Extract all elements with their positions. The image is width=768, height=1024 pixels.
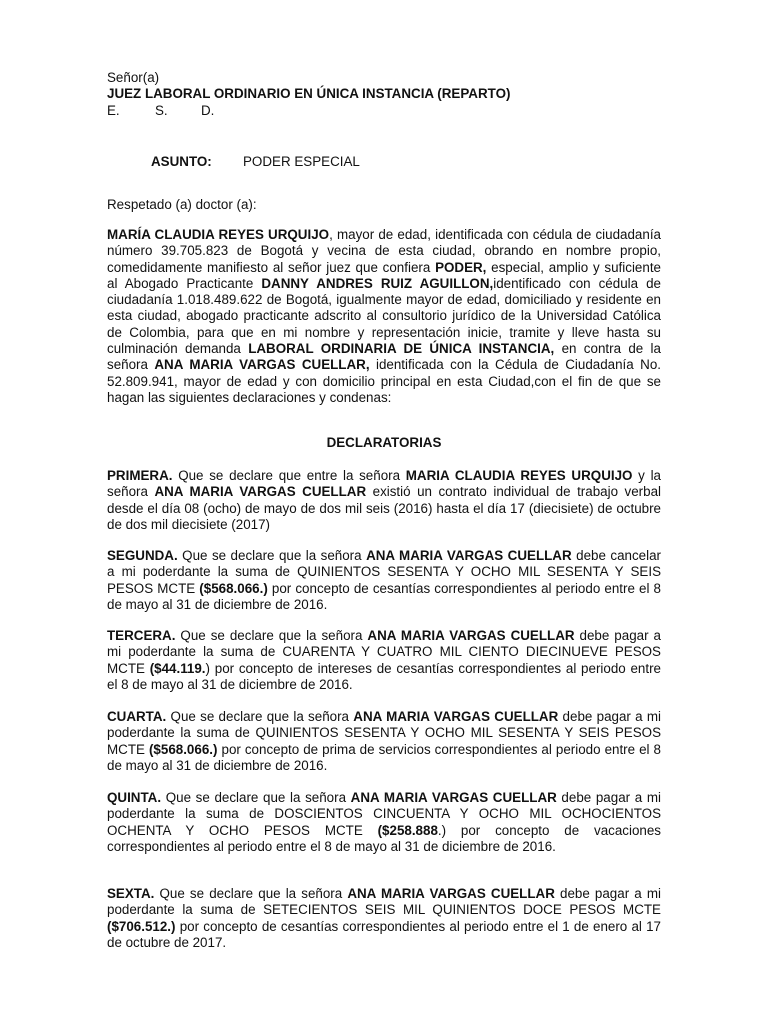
amount: ($258.888 [377, 822, 438, 838]
amount: ($568.066.) [148, 741, 218, 757]
subject-value: PODER ESPECIAL [243, 154, 360, 169]
clause-label: CUARTA. [107, 709, 167, 724]
amount: ($706.512.) [107, 918, 176, 934]
clause-label: TERCERA. [107, 628, 176, 643]
clause-cuarta: CUARTA. Que se declare que la señora ANA MARIA VARGAS CUELLAR debe pagar a mi poderdante la suma de QUINIENTOS SESENTA Y OCHO MIL SESENTA Y SEIS PESOS MCTE ($568.066.) por concepto de prima de servicios correspondientes al periodo entre el 8 de mayo al 31 de diciembre de 2016. [107, 709, 661, 773]
clause-primera: PRIMERA. Que se declare que entre la señora MARIA CLAUDIA REYES URQUIJO y la señora ANA MARIA VARGAS CUELLAR existió un contrato individual de trabajo verbal desde el día 08 (ocho) de mayo de dos mil seis (2016) hasta el día 17 (diecisiete) de octubre de dos mil diecisiete (2017) [107, 468, 661, 532]
intro-paragraph: MARÍA CLAUDIA REYES URQUIJO, mayor de edad, identificada con cédula de ciudadanía número 39.705.823 de Bogotá y vecina de esta ciudad, obrando en nombre propio, comedidamente manifiesto al señor juez que confiera PODER, especial, amplio y suficiente al Abogado Practicante DANNY ANDRES RUIZ AGUILLON,identificado con cédula de ciudadanía 1.018.489.622 de Bogotá, igualmente mayor de edad, domiciliado y residente en esta ciudad, abogado practicante adscrito al consultorio jurídico de la Universidad Católica de Colombia, para que en mi nombre y representación inicie, tramite y lleve hasta su culminación demanda LABORAL ORDINARIA DE ÚNICA INSTANCIA, en contra de la señora ANA MARIA VARGAS CUELLAR, identificada con la Cédula de Ciudadanía No. 52.809.941, mayor de edad y con domicilio principal en esta Ciudad,con el fin de que se hagan las siguientes declaraciones y condenas: [107, 227, 661, 405]
demand-type: LABORAL ORDINARIA DE ÚNICA INSTANCIA, [248, 341, 555, 357]
grantor-name: MARÍA CLAUDIA REYES URQUIJO [107, 227, 330, 242]
clause-sexta: SEXTA. Que se declare que la señora ANA MARIA VARGAS CUELLAR debe pagar a mi poderdante la suma de SETECIENTOS SEIS MIL QUINIENTOS DOCE PESOS MCTE ($706.512.) por concepto de cesantías correspondientes al periodo entre el 1 de enero al 17 de octubre de 2017. [107, 886, 661, 950]
declaratorias-heading: DECLARATORIAS [326, 435, 442, 450]
esd-s: S. [155, 102, 168, 118]
attorney-name: DANNY ANDRES RUIZ AGUILLON, [261, 275, 494, 291]
clause-quinta: QUINTA. Que se declare que la señora ANA MARIA VARGAS CUELLAR debe pagar a mi poderdante la suma de DOSCIENTOS CINCUENTA Y OCHO MIL OCHOCIENTOS OCHENTA Y OCHO PESOS MCTE ($258.888.) por concepto de vacaciones correspondientes al periodo entre el 8 de mayo al 31 de diciembre de 2016. [107, 790, 661, 854]
clause-label: QUINTA. [107, 790, 162, 805]
defendant-name: ANA MARIA VARGAS CUELLAR, [154, 357, 370, 373]
esd-d: D. [201, 102, 215, 118]
esd-e: E. [107, 102, 120, 118]
subject-label: ASUNTO: [151, 154, 212, 169]
clause-tercera: TERCERA. Que se declare que la señora ANA MARIA VARGAS CUELLAR debe pagar a mi poderdante la suma de CUARENTA Y CUATRO MIL CIENTO DIECINUEVE PESOS MCTE ($44.119.) por concepto de intereses de cesantías correspondientes al periodo entre el 8 de mayo al 31 de diciembre de 2016. [107, 628, 661, 692]
salutation: Señor(a) [107, 70, 160, 85]
clause-label: SEXTA. [107, 886, 155, 901]
clause-segunda: SEGUNDA. Que se declare que la señora ANA MARIA VARGAS CUELLAR debe cancelar a mi poderdante la suma de QUINIENTOS SESENTA Y OCHO MIL SESENTA Y SEIS PESOS MCTE ($568.066.) por concepto de cesantías correspondientes al periodo entre el 8 de mayo al 31 de diciembre de 2016. [107, 548, 661, 612]
addressee: JUEZ LABORAL ORDINARIO EN ÚNICA INSTANCIA (REPARTO) [107, 86, 511, 102]
addressee-block [107, 70, 661, 119]
esd-line [107, 103, 661, 119]
greeting: Respetado (a) doctor (a): [107, 197, 257, 212]
poder-keyword: PODER, [435, 259, 487, 275]
amount: ($568.066.) [199, 580, 268, 596]
clause-label: PRIMERA. [107, 468, 173, 483]
amount: ($44.119. [149, 660, 206, 676]
subject-line [151, 154, 705, 170]
clause-label: SEGUNDA. [107, 548, 178, 563]
